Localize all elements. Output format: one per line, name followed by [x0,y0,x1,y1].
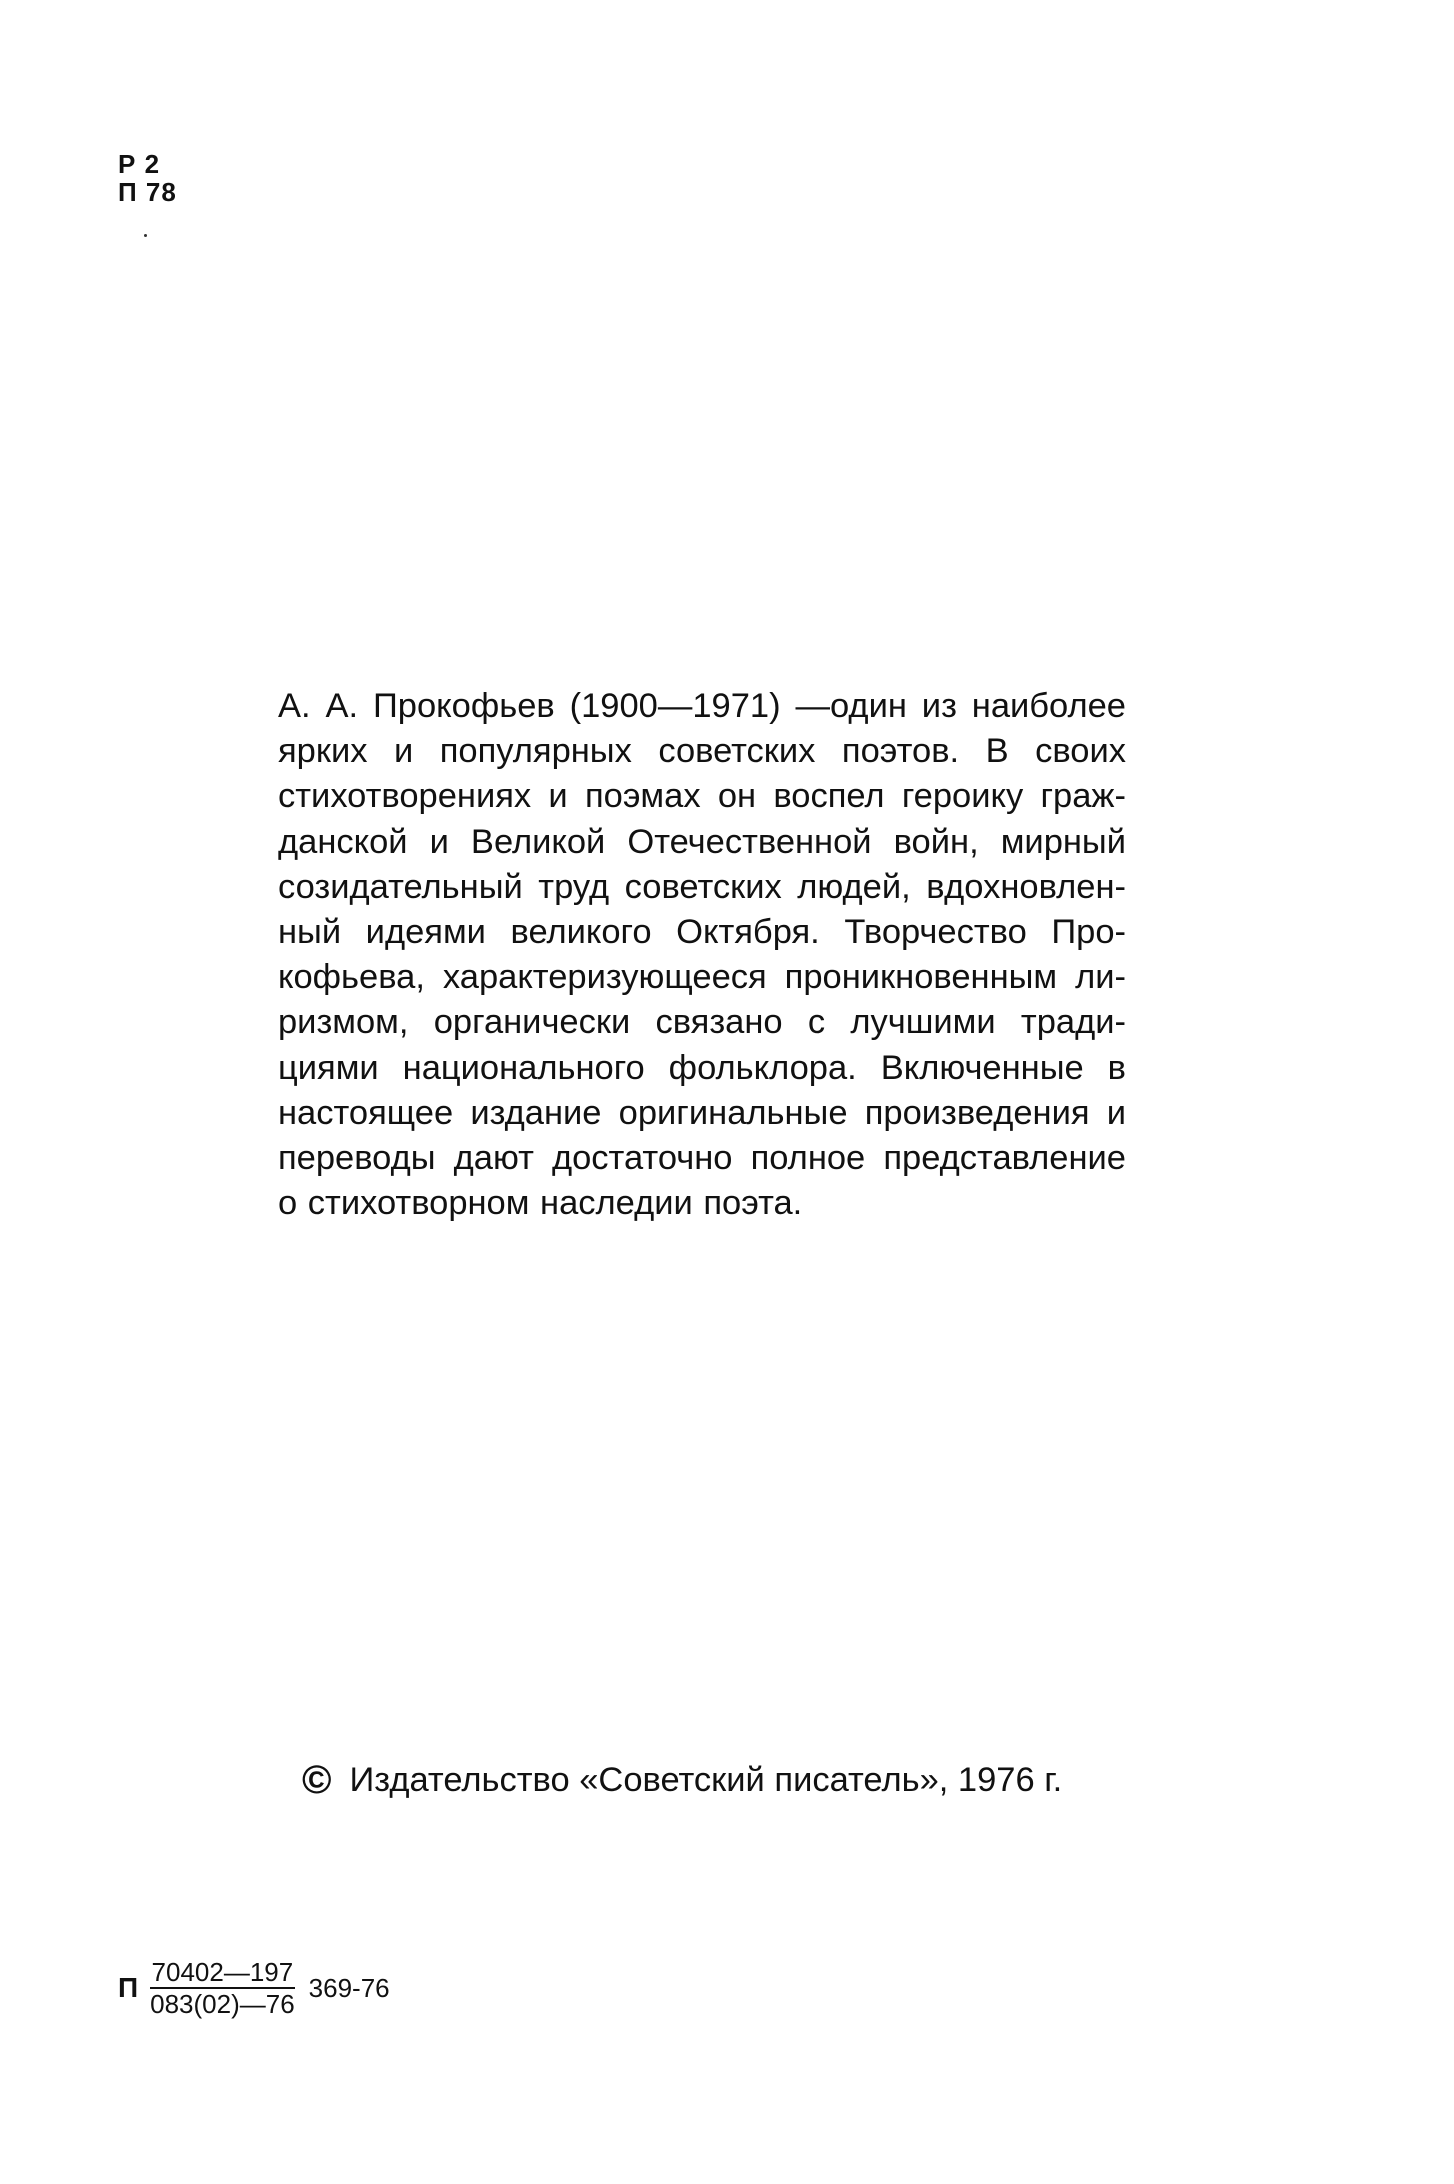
classification-line-1: Р 2 [118,149,161,179]
annotation-line: данской и Великой Отечественной войн, мирный [278,822,1126,861]
index-fraction [148,1958,297,2018]
annotation-line: ризмом, органически связано с лучшими тради- [278,1003,1126,1042]
index-suffix: 369-76 [308,1973,390,2003]
annotation-line: А. А. Прокофьев (1900—1971) —один из наиболее [278,687,1126,725]
index-numerator: 70402—197 [151,1957,294,1987]
annotation-line: стихотворениях и поэмах он воспел героику граж- [278,777,1126,816]
annotation-line: ный идеями великого Октября. Творчество Про- [278,913,1126,952]
library-classification-code [118,150,177,206]
annotation-line: кофьева, характеризующееся проникновенным ли- [278,958,1126,997]
annotation-line: ярких и популярных советских поэтов. В своих [278,732,1126,771]
annotation-line: созидательный труд советских людей, вдохновлен- [278,867,1126,906]
print-speck-mark [144,234,147,237]
copyright-notice [302,1758,1062,1802]
copyright-text: Издательство «Советский писатель», 1976 г. [349,1761,1063,1799]
annotation-line: циями национального фольклора. Включенные в [278,1048,1126,1087]
book-annotation [278,684,1126,1226]
classification-line-2: П 78 [118,177,177,207]
copyright-icon: © [302,1758,332,1802]
publication-index-code [118,1958,390,2018]
index-denominator: 083(02)—76 [150,1989,295,2019]
annotation-line: переводы дают достаточно полное представление [278,1139,1126,1178]
annotation-line: о стихотворном наследии поэта. [278,1184,803,1223]
index-prefix: П [118,1972,139,2003]
annotation-line: настоящее издание оригинальные произведения и [278,1093,1126,1132]
